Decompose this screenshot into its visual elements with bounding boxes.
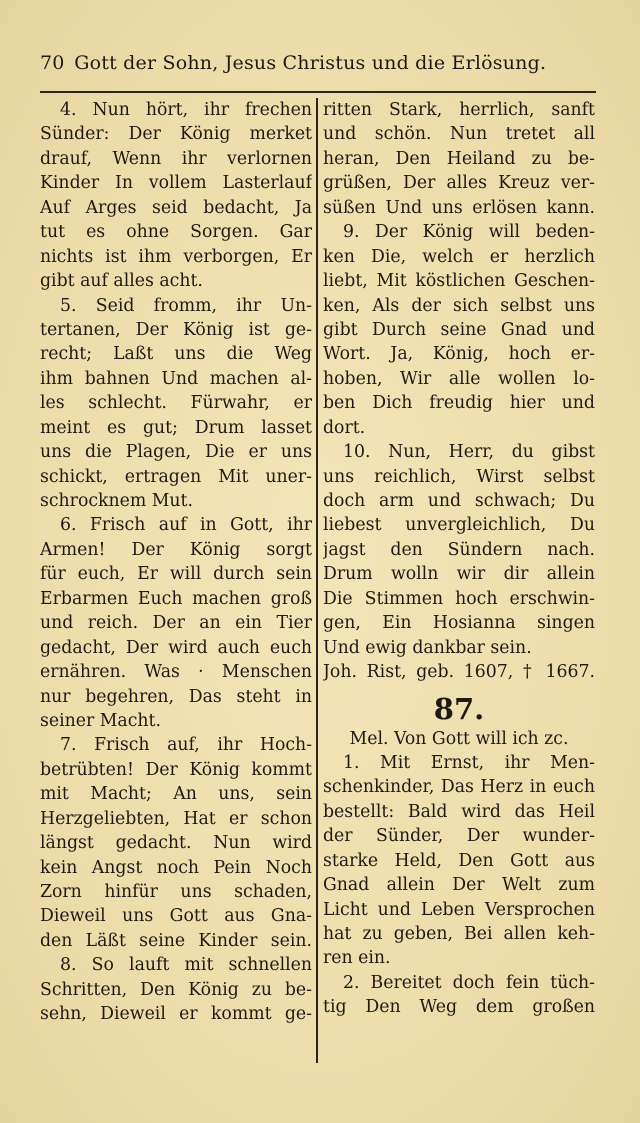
right-column-after-hymn bbox=[323, 751, 595, 1020]
text-line: der Sünder, Der wunder- bbox=[323, 826, 595, 847]
text-line: Licht und Leben Versprochen bbox=[323, 899, 595, 920]
text-line: ernähren. Was · Menschen bbox=[40, 662, 312, 683]
text-line: schenkinder, Das Herz in euch bbox=[323, 777, 595, 798]
text-line: schrocknem Mut. bbox=[40, 491, 193, 511]
text-line: bestellt: Bald wird das Heil bbox=[323, 801, 595, 822]
text-line: doch arm und schwach; Du bbox=[323, 491, 595, 511]
text-line: Joh. Rist, geb. 1607, † 1667. bbox=[323, 662, 595, 683]
column-divider bbox=[316, 98, 318, 1063]
text-line: gedacht, Der wird auch euch bbox=[40, 637, 312, 658]
text-line: schickt, ertragen Mit uner- bbox=[40, 466, 312, 487]
text-line: Herzgeliebten, Hat er schon bbox=[40, 808, 312, 829]
text-line: Schritten, Den König zu be- bbox=[40, 979, 312, 1000]
text-line: ken Die, welch er herzlich bbox=[323, 246, 595, 267]
page-number: 70 bbox=[40, 52, 65, 74]
verse-start-line: 4. Nun hört, ihr frechen bbox=[60, 100, 312, 120]
text-line: hoben, Wir alle wollen lo- bbox=[323, 368, 595, 389]
left-column bbox=[40, 98, 312, 1027]
text-line: hat zu geben, Bei allen keh- bbox=[323, 924, 595, 944]
header-rule bbox=[40, 91, 596, 93]
text-line: Kinder In vollem Lasterlauf bbox=[40, 173, 312, 194]
verse-start-line: 2. Bereitet doch fein tüch- bbox=[343, 972, 595, 993]
text-line: drauf, Wenn ihr verlornen bbox=[40, 148, 312, 169]
text-line: ihm bahnen Und machen al- bbox=[40, 368, 312, 389]
text-line: den Läßt seine Kinder sein. bbox=[40, 930, 312, 951]
text-line: betrübten! Der König kommt bbox=[40, 759, 312, 780]
text-line: uns reichlich, Wirst selbst bbox=[323, 466, 595, 487]
text-line: Erbarmen Euch machen groß bbox=[40, 588, 312, 609]
text-line: und schön. Nun tretet all bbox=[323, 124, 595, 145]
text-line: Wort. Ja, König, hoch er- bbox=[323, 344, 595, 365]
text-line: Drum wolln wir dir allein bbox=[323, 564, 595, 585]
verse-start-line: 5. Seid fromm, ihr Un- bbox=[60, 295, 312, 316]
text-line: liebest unvergleichlich, Du bbox=[323, 515, 595, 536]
text-line: nichts ist ihm verborgen, Er bbox=[40, 246, 312, 267]
text-line: dort. bbox=[323, 417, 366, 438]
running-header bbox=[40, 52, 596, 82]
right-column bbox=[323, 98, 595, 1020]
text-line: Auf Arges seid bedacht, Ja bbox=[40, 197, 312, 218]
text-line: für euch, Er will durch sein bbox=[40, 564, 312, 585]
right-column-before-hymn bbox=[323, 98, 595, 685]
text-line: seiner Macht. bbox=[40, 710, 161, 731]
text-line: ren ein. bbox=[323, 948, 391, 969]
text-line: längst gedacht. Nun wird bbox=[40, 833, 312, 854]
text-line: tut es ohne Sorgen. Gar bbox=[40, 222, 312, 243]
text-line: und reich. Der an ein Tier bbox=[40, 613, 312, 634]
text-line: uns die Plagen, Die er uns bbox=[40, 442, 312, 463]
text-line: gibt auf alles acht. bbox=[40, 271, 203, 292]
text-line: ben Dich freudig hier und bbox=[323, 393, 595, 414]
text-line: mit Macht; An uns, sein bbox=[40, 784, 312, 805]
text-line: liebt, Mit köstlichen Geschen- bbox=[323, 271, 595, 292]
text-line: Armen! Der König sorgt bbox=[40, 539, 312, 560]
hymn-number: 87. bbox=[433, 691, 485, 725]
running-title: Gott der Sohn, Jesus Christus und die Erlösung. bbox=[74, 52, 547, 74]
text-line: ritten Stark, herrlich, sanft bbox=[323, 100, 595, 120]
text-line: recht; Laßt uns die Weg bbox=[40, 344, 312, 365]
text-line: Gnad allein Der Welt zum bbox=[323, 875, 595, 896]
text-line: nur begehren, Das steht in bbox=[40, 686, 312, 707]
verse-start-line: 9. Der König will beden- bbox=[343, 222, 595, 243]
verse-start-line: 7. Frisch auf, ihr Hoch- bbox=[60, 735, 312, 756]
melody-note: Mel. Von Gott will ich zc. bbox=[349, 728, 569, 749]
verse-start-line: 8. So lauft mit schnellen bbox=[60, 955, 312, 976]
text-line: sehn, Dieweil er kommt ge- bbox=[40, 1004, 312, 1025]
text-line: kein Angst noch Pein Noch bbox=[40, 857, 312, 878]
text-line: Und ewig dankbar sein. bbox=[323, 637, 532, 658]
text-line: grüßen, Der alles Kreuz ver- bbox=[323, 173, 595, 194]
text-line: Dieweil uns Gott aus Gna- bbox=[40, 906, 312, 927]
text-line: starke Held, Den Gott aus bbox=[323, 850, 595, 871]
text-line: meint es gut; Drum lasset bbox=[40, 417, 312, 438]
text-line: süßen Und uns erlösen kann. bbox=[323, 197, 595, 218]
text-line: jagst den Sündern nach. bbox=[323, 539, 595, 560]
text-line: tig Den Weg dem großen bbox=[323, 997, 595, 1018]
text-line: ken, Als der sich selbst uns bbox=[323, 295, 595, 316]
verse-start-line: 6. Frisch auf in Gott, ihr bbox=[60, 515, 312, 536]
text-line: les schlecht. Fürwahr, er bbox=[40, 393, 312, 414]
text-line: gibt Durch seine Gnad und bbox=[323, 319, 595, 340]
text-line: tertanen, Der König ist ge- bbox=[40, 319, 312, 340]
text-line: Sünder: Der König merket bbox=[40, 124, 312, 145]
text-line: Die Stimmen hoch erschwin- bbox=[323, 588, 595, 609]
verse-start-line: 10. Nun, Herr, du gibst bbox=[343, 442, 595, 463]
verse-start-line: 1. Mit Ernst, ihr Men- bbox=[343, 752, 595, 773]
text-line: gen, Ein Hosianna singen bbox=[323, 613, 595, 634]
text-line: Zorn hinfür uns schaden, bbox=[40, 882, 312, 902]
text-line: heran, Den Heiland zu be- bbox=[323, 148, 595, 169]
